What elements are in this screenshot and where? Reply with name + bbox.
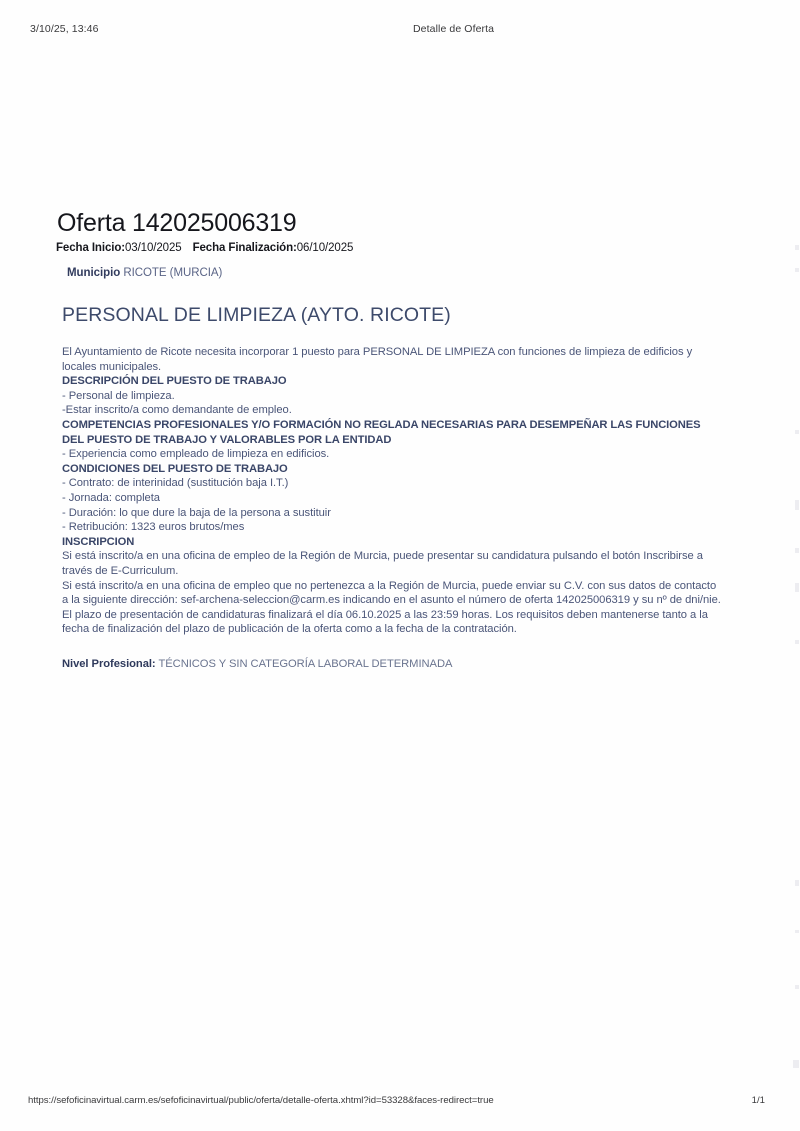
description-line: -Estar inscrito/a como demandante de empleo. bbox=[62, 404, 292, 417]
offer-description bbox=[62, 345, 724, 637]
print-header-date: 3/10/25, 13:46 bbox=[30, 23, 99, 35]
description-line: - Experiencia como empleado de limpieza en edificios. bbox=[62, 448, 330, 461]
description-line: El plazo de presentación de candidaturas finalizará el día 06.10.2025 a las 23:59 horas. Los requisitos deben mantenerse tanto a la fecha de finalización del plazo de publicación de la oferta como a la fecha de la contratación. bbox=[62, 608, 708, 636]
print-header-title: Detalle de Oferta bbox=[413, 23, 495, 35]
section-heading-descripcion: DESCRIPCIÓN DEL PUESTO DE TRABAJO bbox=[62, 375, 287, 388]
nivel-profesional-value: TÉCNICOS Y SIN CATEGORÍA LABORAL DETERMINADA bbox=[158, 658, 453, 670]
description-line: - Retribución: 1323 euros brutos/mes bbox=[62, 521, 245, 534]
fecha-inicio-value: 03/10/2025 bbox=[125, 242, 182, 254]
fecha-fin-value: 06/10/2025 bbox=[296, 242, 354, 254]
description-line: - Personal de limpieza. bbox=[62, 389, 175, 402]
scan-artifacts bbox=[790, 0, 800, 1131]
municipio-row bbox=[67, 267, 222, 279]
description-line: El Ayuntamiento de Ricote necesita incorporar 1 puesto para PERSONAL DE LIMPIEZA con funciones de limpieza de edificios y locales municipales. bbox=[62, 346, 693, 373]
description-line: Si está inscrito/a en una oficina de empleo que no pertenezca a la Región de Murcia, puede enviar su C.V. con sus datos de contacto a la siguiente dirección: sef-archena-seleccion@carm.es indicando en el asunto el número de oferta 142025006319 y su nº de dni/nie. bbox=[62, 579, 721, 607]
description-line: - Duración: lo que dure la baja de la persona a sustituir bbox=[62, 506, 331, 519]
nivel-profesional-label: Nivel Profesional: bbox=[62, 658, 156, 670]
description-line: Si está inscrito/a en una oficina de empleo de la Región de Murcia, puede presentar su candidatura pulsando el botón Inscribirse a través de E-Curriculum. bbox=[62, 550, 703, 577]
municipio-label: Municipio bbox=[67, 267, 121, 279]
description-line: - Jornada: completa bbox=[62, 491, 160, 504]
print-footer-url: https://sefoficinavirtual.carm.es/sefoficinavirtual/public/oferta/detalle-oferta.xhtml?id=53328&faces-redirect=true bbox=[28, 1095, 494, 1106]
nivel-profesional-row bbox=[62, 658, 452, 670]
page-title: Oferta 142025006319 bbox=[57, 209, 297, 237]
description-line: - Contrato: de interinidad (sustitución baja I.T.) bbox=[62, 477, 289, 490]
municipio-value: RICOTE (MURCIA) bbox=[123, 267, 223, 279]
section-heading-inscripcion: INSCRIPCION bbox=[62, 535, 135, 548]
print-header bbox=[0, 23, 800, 39]
section-heading-competencias: COMPETENCIAS PROFESIONALES Y/O FORMACIÓN NO REGLADA NECESARIAS PARA DESEMPEÑAR LAS FUNCIONES DEL PUESTO DE TRABAJO Y VALORABLES POR LA ENTIDAD bbox=[62, 418, 701, 446]
section-heading-condiciones: CONDICIONES DEL PUESTO DE TRABAJO bbox=[62, 462, 288, 475]
fecha-fin-label: Fecha Finalización: bbox=[192, 242, 297, 254]
offer-dates bbox=[56, 242, 353, 254]
print-footer-page-number: 1/1 bbox=[751, 1095, 765, 1106]
print-footer bbox=[0, 1095, 800, 1111]
fecha-inicio-label: Fecha Inicio: bbox=[56, 242, 125, 254]
job-title-heading: PERSONAL DE LIMPIEZA (AYTO. RICOTE) bbox=[62, 304, 451, 326]
